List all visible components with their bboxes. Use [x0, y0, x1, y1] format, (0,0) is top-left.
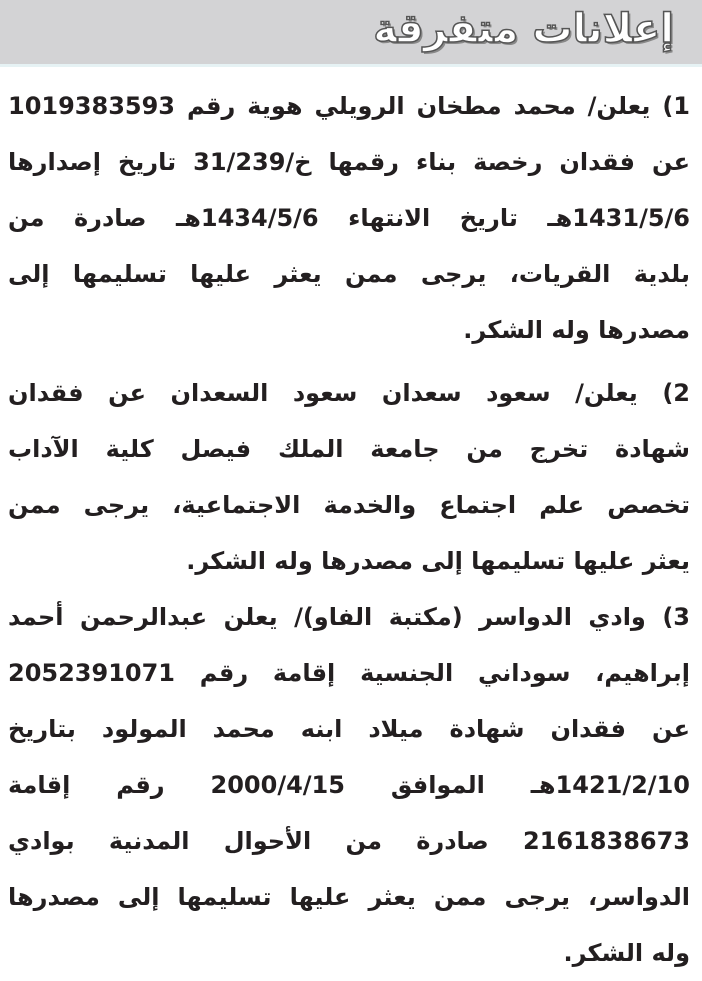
- ad-line: 1421/2/10هـ الموافق 2000/4/15 رقم إقامة: [8, 771, 690, 799]
- ad-line: مصدرها وله الشكر.: [463, 316, 690, 344]
- ad-line: يعثر عليها تسليمها إلى مصدرها وله الشكر.: [186, 547, 690, 575]
- announcement-1: [8, 78, 690, 358]
- ad-line: 1) يعلن/ محمد مطخان الرويلي هوية رقم 1019383593: [8, 92, 690, 120]
- ad-line: إبراهيم، سوداني الجنسية إقامة رقم 2052391071: [8, 659, 690, 687]
- announcement-3: [8, 589, 690, 981]
- ad-line: الدواسر، يرجى ممن يعثر عليها تسليمها إلى مصدرها: [8, 883, 690, 911]
- ad-line: 1431/5/6هـ تاريخ الانتهاء 1434/5/6هـ صادرة من: [8, 204, 691, 232]
- ad-line: وله الشكر.: [563, 939, 690, 967]
- ad-line: تخصص علم اجتماع والخدمة الاجتماعية، يرجى ممن: [8, 491, 690, 519]
- section-title: إعلانات متفرقة: [373, 6, 674, 52]
- ad-line: 2161838673 صادرة من الأحوال المدنية بوادي: [8, 827, 690, 855]
- ad-line: شهادة تخرج من جامعة الملك فيصل كلية الآداب: [8, 435, 690, 463]
- ad-line: بلدية القريات، يرجى ممن يعثر عليها تسليمها إلى: [8, 260, 690, 288]
- announcement-2: [8, 365, 690, 589]
- ad-line: 2) يعلن/ سعود سعدان سعود السعدان عن فقدان: [8, 379, 690, 407]
- ad-line: عن فقدان رخصة بناء رقمها خ/31/239 تاريخ إصدارها: [8, 148, 690, 176]
- ad-line: عن فقدان شهادة ميلاد ابنه محمد المولود بتاريخ: [8, 715, 690, 743]
- section-header: [0, 0, 702, 67]
- ad-line: 3) وادي الدواسر (مكتبة الفاو)/ يعلن عبدالرحمن أحمد: [8, 603, 690, 631]
